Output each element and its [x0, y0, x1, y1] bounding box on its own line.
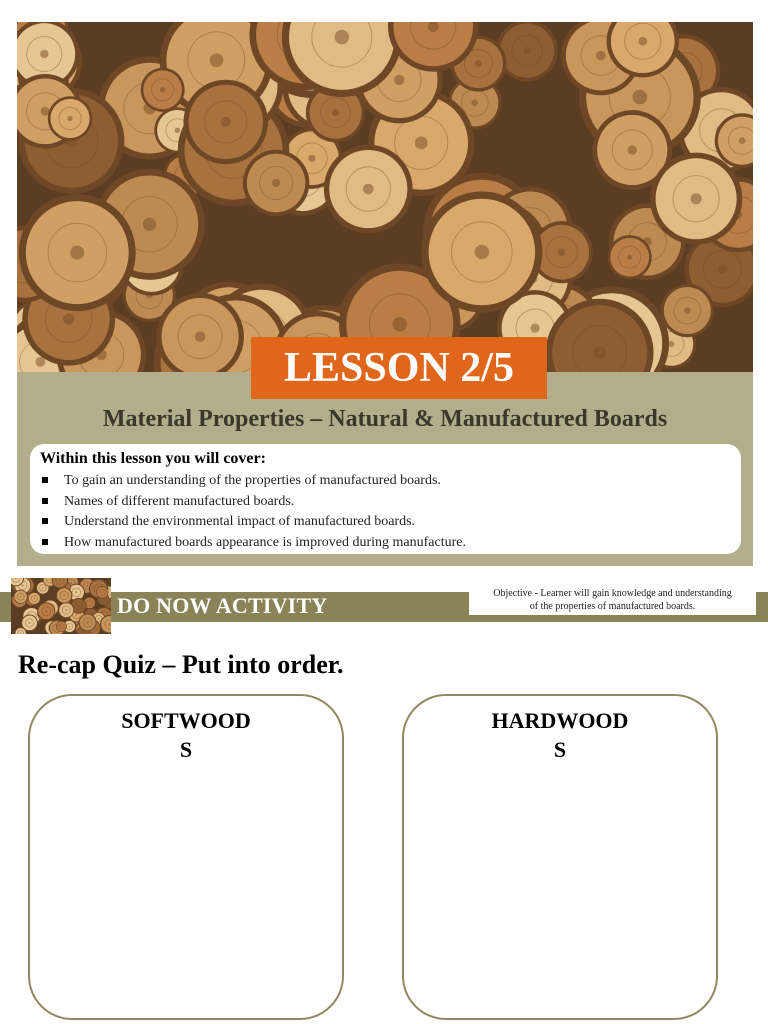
- log-end: [183, 80, 268, 165]
- cover-list-item: To gain an understanding of the properties of manufactured boards.: [40, 471, 466, 492]
- cover-list-item: Names of different manufactured boards.: [40, 492, 466, 513]
- log-end: [19, 194, 136, 311]
- cover-list: [40, 471, 466, 553]
- objective-box: [469, 585, 756, 615]
- card-title-line: HARDWOOD: [491, 708, 629, 733]
- log-end: [496, 22, 558, 81]
- card-title-line: S: [553, 737, 567, 762]
- log-end: [324, 145, 413, 234]
- card-title: [404, 706, 716, 764]
- card-title: [30, 706, 342, 764]
- cover-heading: Within this lesson you will cover:: [40, 450, 266, 467]
- log-end: [21, 615, 38, 632]
- log-end: [56, 621, 67, 632]
- log-end: [650, 153, 742, 245]
- log-end: [421, 191, 542, 312]
- log-end: [37, 602, 55, 620]
- log-end: [58, 602, 74, 618]
- log-end: [56, 587, 72, 603]
- log-end: [608, 235, 652, 279]
- hero-logs-image: [17, 22, 753, 372]
- logs-thumbnail-image: [11, 578, 111, 634]
- log-end: [141, 68, 185, 112]
- lesson-number-badge: LESSON 2/5: [251, 337, 547, 399]
- card-title-line: SOFTWOOD: [121, 708, 251, 733]
- log-end: [48, 96, 93, 141]
- quiz-title: Re-cap Quiz – Put into order.: [18, 650, 344, 679]
- log-end: [14, 590, 28, 604]
- logs-thumbnail-illustration: [11, 578, 111, 634]
- cover-list-item: How manufactured boards appearance is improved during manufacture.: [40, 533, 466, 554]
- log-end: [28, 592, 41, 605]
- hardwoods-card: [402, 694, 718, 1020]
- do-now-activity-label: DO NOW ACTIVITY: [117, 593, 328, 618]
- objective-line: Objective - Learner will gain knowledge and understanding: [493, 588, 732, 599]
- card-title-line: S: [179, 737, 193, 762]
- log-end: [96, 586, 108, 598]
- log-end: [243, 150, 309, 216]
- cover-list-item: Understand the environmental impact of manufactured boards.: [40, 512, 466, 533]
- log-end: [661, 284, 714, 337]
- objective-line: of the properties of manufactured boards.: [529, 601, 696, 612]
- lesson-subtitle: Material Properties – Natural & Manufactured Boards: [102, 406, 668, 432]
- logs-illustration: [17, 22, 753, 372]
- log-end: [79, 613, 97, 631]
- softwoods-card: [28, 694, 344, 1020]
